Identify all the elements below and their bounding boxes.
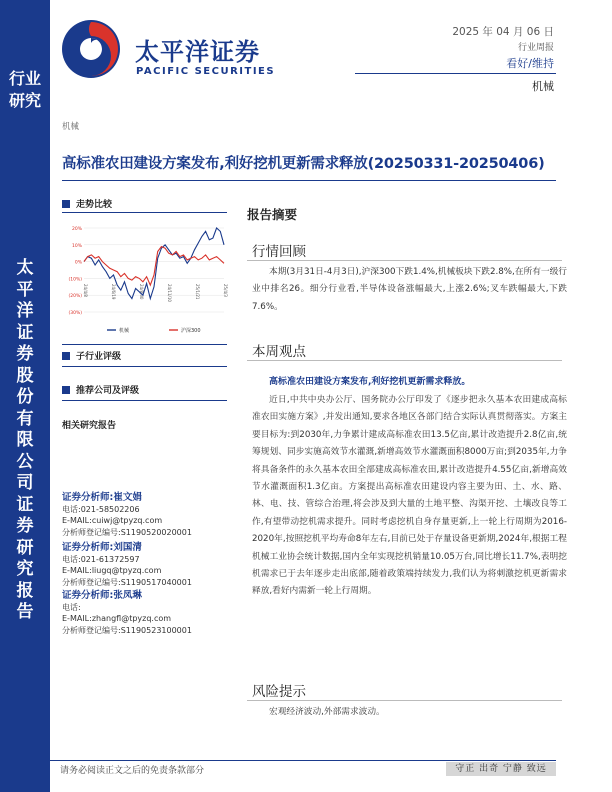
- risk-heading: 风险提示: [252, 684, 306, 700]
- report-date: 2025 年 04 月 06 日: [452, 26, 554, 38]
- email-value[interactable]: zhangfl@tpyzq.com: [91, 614, 172, 624]
- analyst-card: [62, 492, 232, 538]
- logo-english-name: PACIFIC SECURITIES: [136, 66, 276, 77]
- view-rule: [247, 360, 562, 361]
- chart-bottom-rule: [62, 344, 227, 345]
- email-label: E-MAIL:: [62, 614, 92, 624]
- x-tick-label: 24/11/10: [167, 284, 172, 302]
- x-tick-label: 25/4/3: [223, 284, 228, 297]
- phone-value: 021-61372597: [80, 554, 140, 564]
- analyst-name: 张凤琳: [113, 590, 142, 601]
- trend-heading-text: 走势比较: [76, 200, 113, 210]
- square-bullet-icon: [62, 200, 70, 208]
- report-title: 高标准农田建设方案发布,利好挖机更新需求释放(20250331-20250406): [62, 156, 545, 172]
- phone-value: 021-58502206: [80, 504, 140, 514]
- y-tick-label: (20%): [68, 294, 82, 300]
- y-tick-label: (10%): [68, 277, 82, 283]
- logo-icon: [60, 18, 122, 80]
- analyst-role: 证券分析师:: [62, 542, 114, 553]
- recommend-rule: [62, 400, 227, 401]
- risk-paragraph: 宏观经济波动,外部需求波动。: [269, 707, 385, 717]
- analyst-name: 刘国清: [113, 542, 142, 553]
- email-value[interactable]: liugq@tpyzq.com: [91, 566, 162, 576]
- rating: 看好/维持: [506, 57, 554, 70]
- trend-rule: [62, 212, 227, 213]
- y-tick-label: 0%: [74, 260, 82, 266]
- recommend-heading: [62, 383, 139, 396]
- view-subtitle: 高标准农田建设方案发布,利好挖机更新需求释放。: [269, 377, 471, 387]
- company-vertical-label: 太平洋证券股份有限公司证券研究报告: [16, 258, 34, 622]
- footer-divider: [50, 760, 556, 761]
- registration-value: S1190520020001: [120, 527, 192, 537]
- footer-disclaimer: 请务必阅读正文之后的免责条款部分: [60, 766, 205, 776]
- x-tick-label: 24/4/8: [83, 284, 88, 297]
- left-banner: [0, 0, 50, 792]
- phone-label: 电话:: [62, 602, 81, 612]
- analyst-role: 证券分析师:: [62, 590, 114, 601]
- email-label: E-MAIL:: [62, 566, 92, 576]
- analyst-card: [62, 542, 232, 588]
- legend-label: 机械: [119, 328, 130, 334]
- registration-label: 分析师登记编号:: [62, 577, 121, 587]
- y-tick-label: 10%: [71, 243, 82, 249]
- view-heading: 本周观点: [252, 344, 306, 360]
- analyst-name: 崔文娟: [113, 492, 142, 503]
- analyst-role: 证券分析师:: [62, 492, 114, 503]
- sub-rating-heading-text: 子行业评级: [76, 352, 122, 362]
- footer-motto: 守正 出奇 宁静 致远: [446, 762, 556, 776]
- email-value[interactable]: cuiwj@tpyzq.com: [91, 516, 163, 526]
- phone-label: 电话:: [62, 504, 81, 514]
- sub-rating-heading: [62, 349, 121, 362]
- sector-vertical-label: 行业研究: [8, 69, 41, 110]
- phone-label: 电话:: [62, 554, 81, 564]
- y-tick-label: (30%): [68, 311, 82, 316]
- legend-label: 沪深300: [181, 328, 201, 334]
- square-bullet-icon: [62, 352, 70, 360]
- registration-value: S1190517040001: [120, 577, 192, 587]
- x-tick-label: 25/1/21: [195, 284, 200, 300]
- trend-chart: [62, 222, 230, 340]
- header-divider: [355, 73, 556, 74]
- analyst-card: [62, 590, 232, 636]
- series-line: [84, 247, 224, 286]
- risk-rule: [247, 700, 562, 701]
- review-paragraph: 本期(3月31日-4月3日),沪深300下跌1.4%,机械板块下跌2.8%,在所有一级行业中排名26。细分行业看,半导体设备涨幅最大,上涨2.6%;叉车跌幅最大,下跌7.6%。: [252, 267, 567, 312]
- x-tick-label: 24/6/19: [111, 284, 116, 300]
- header-sector: 机械: [532, 80, 554, 93]
- registration-value: S1190523100001: [120, 625, 192, 635]
- related-reports-heading: 相关研究报告: [62, 421, 117, 431]
- sector-tag: 机械: [62, 122, 80, 132]
- email-label: E-MAIL:: [62, 516, 92, 526]
- review-rule: [247, 260, 562, 261]
- report-type: 行业周报: [517, 43, 554, 53]
- square-bullet-icon: [62, 386, 70, 394]
- view-paragraph: 近日,中共中央办公厅、国务院办公厅印发了《逐步把永久基本农田建成高标准农田实施方案》,并发出通知,要求各地区各部门结合实际认真贯彻落实。方案主要目标为:到2030年,力争累计建成高标准农田13.5亿亩,累计改造提升2.8亿亩,统筹规划、同步实施高效节水灌溉,新增高效节水灌溉面积8000万亩;到2035年,力争将具备条件的永久基本农田全部建成高标准农田,累计改造提升4.55亿亩,新增高效节水灌溉面积1.3亿亩。方案提出高标准农田建设内容主要为田、土、水、路、林、电、技、管综合治理,将会涉及到大量的土地平整、沟渠开挖、土壤改良等工作,有望带动挖机需求提升。同时考虑挖机自身存量更新,上一轮上行周期为2016-2020年,按照挖机平均寿命8年左右,目前已处于存量设备更新期,2024年,根据工程机械工业协会统计数据,国内全年实现挖机销量10.05万台,同比增长11.7%,表明挖机需求已于去年逐步走出底部,随着政策端持续发力,我们认为将刺激挖机更新需求释放,看好内需新一轮上行周期。: [252, 395, 567, 597]
- logo-chinese-name: 太平洋证券: [135, 38, 260, 66]
- review-heading: 行情回顾: [252, 244, 306, 260]
- registration-label: 分析师登记编号:: [62, 527, 121, 537]
- y-tick-label: 20%: [71, 227, 82, 232]
- recommend-heading-text: 推荐公司及评级: [76, 386, 140, 396]
- summary-heading: 报告摘要: [247, 207, 298, 222]
- trend-heading: [62, 197, 112, 210]
- x-tick-label: 24/8/30: [139, 284, 144, 300]
- title-divider: [62, 180, 556, 181]
- registration-label: 分析师登记编号:: [62, 625, 121, 635]
- sub-rating-rule: [62, 366, 227, 367]
